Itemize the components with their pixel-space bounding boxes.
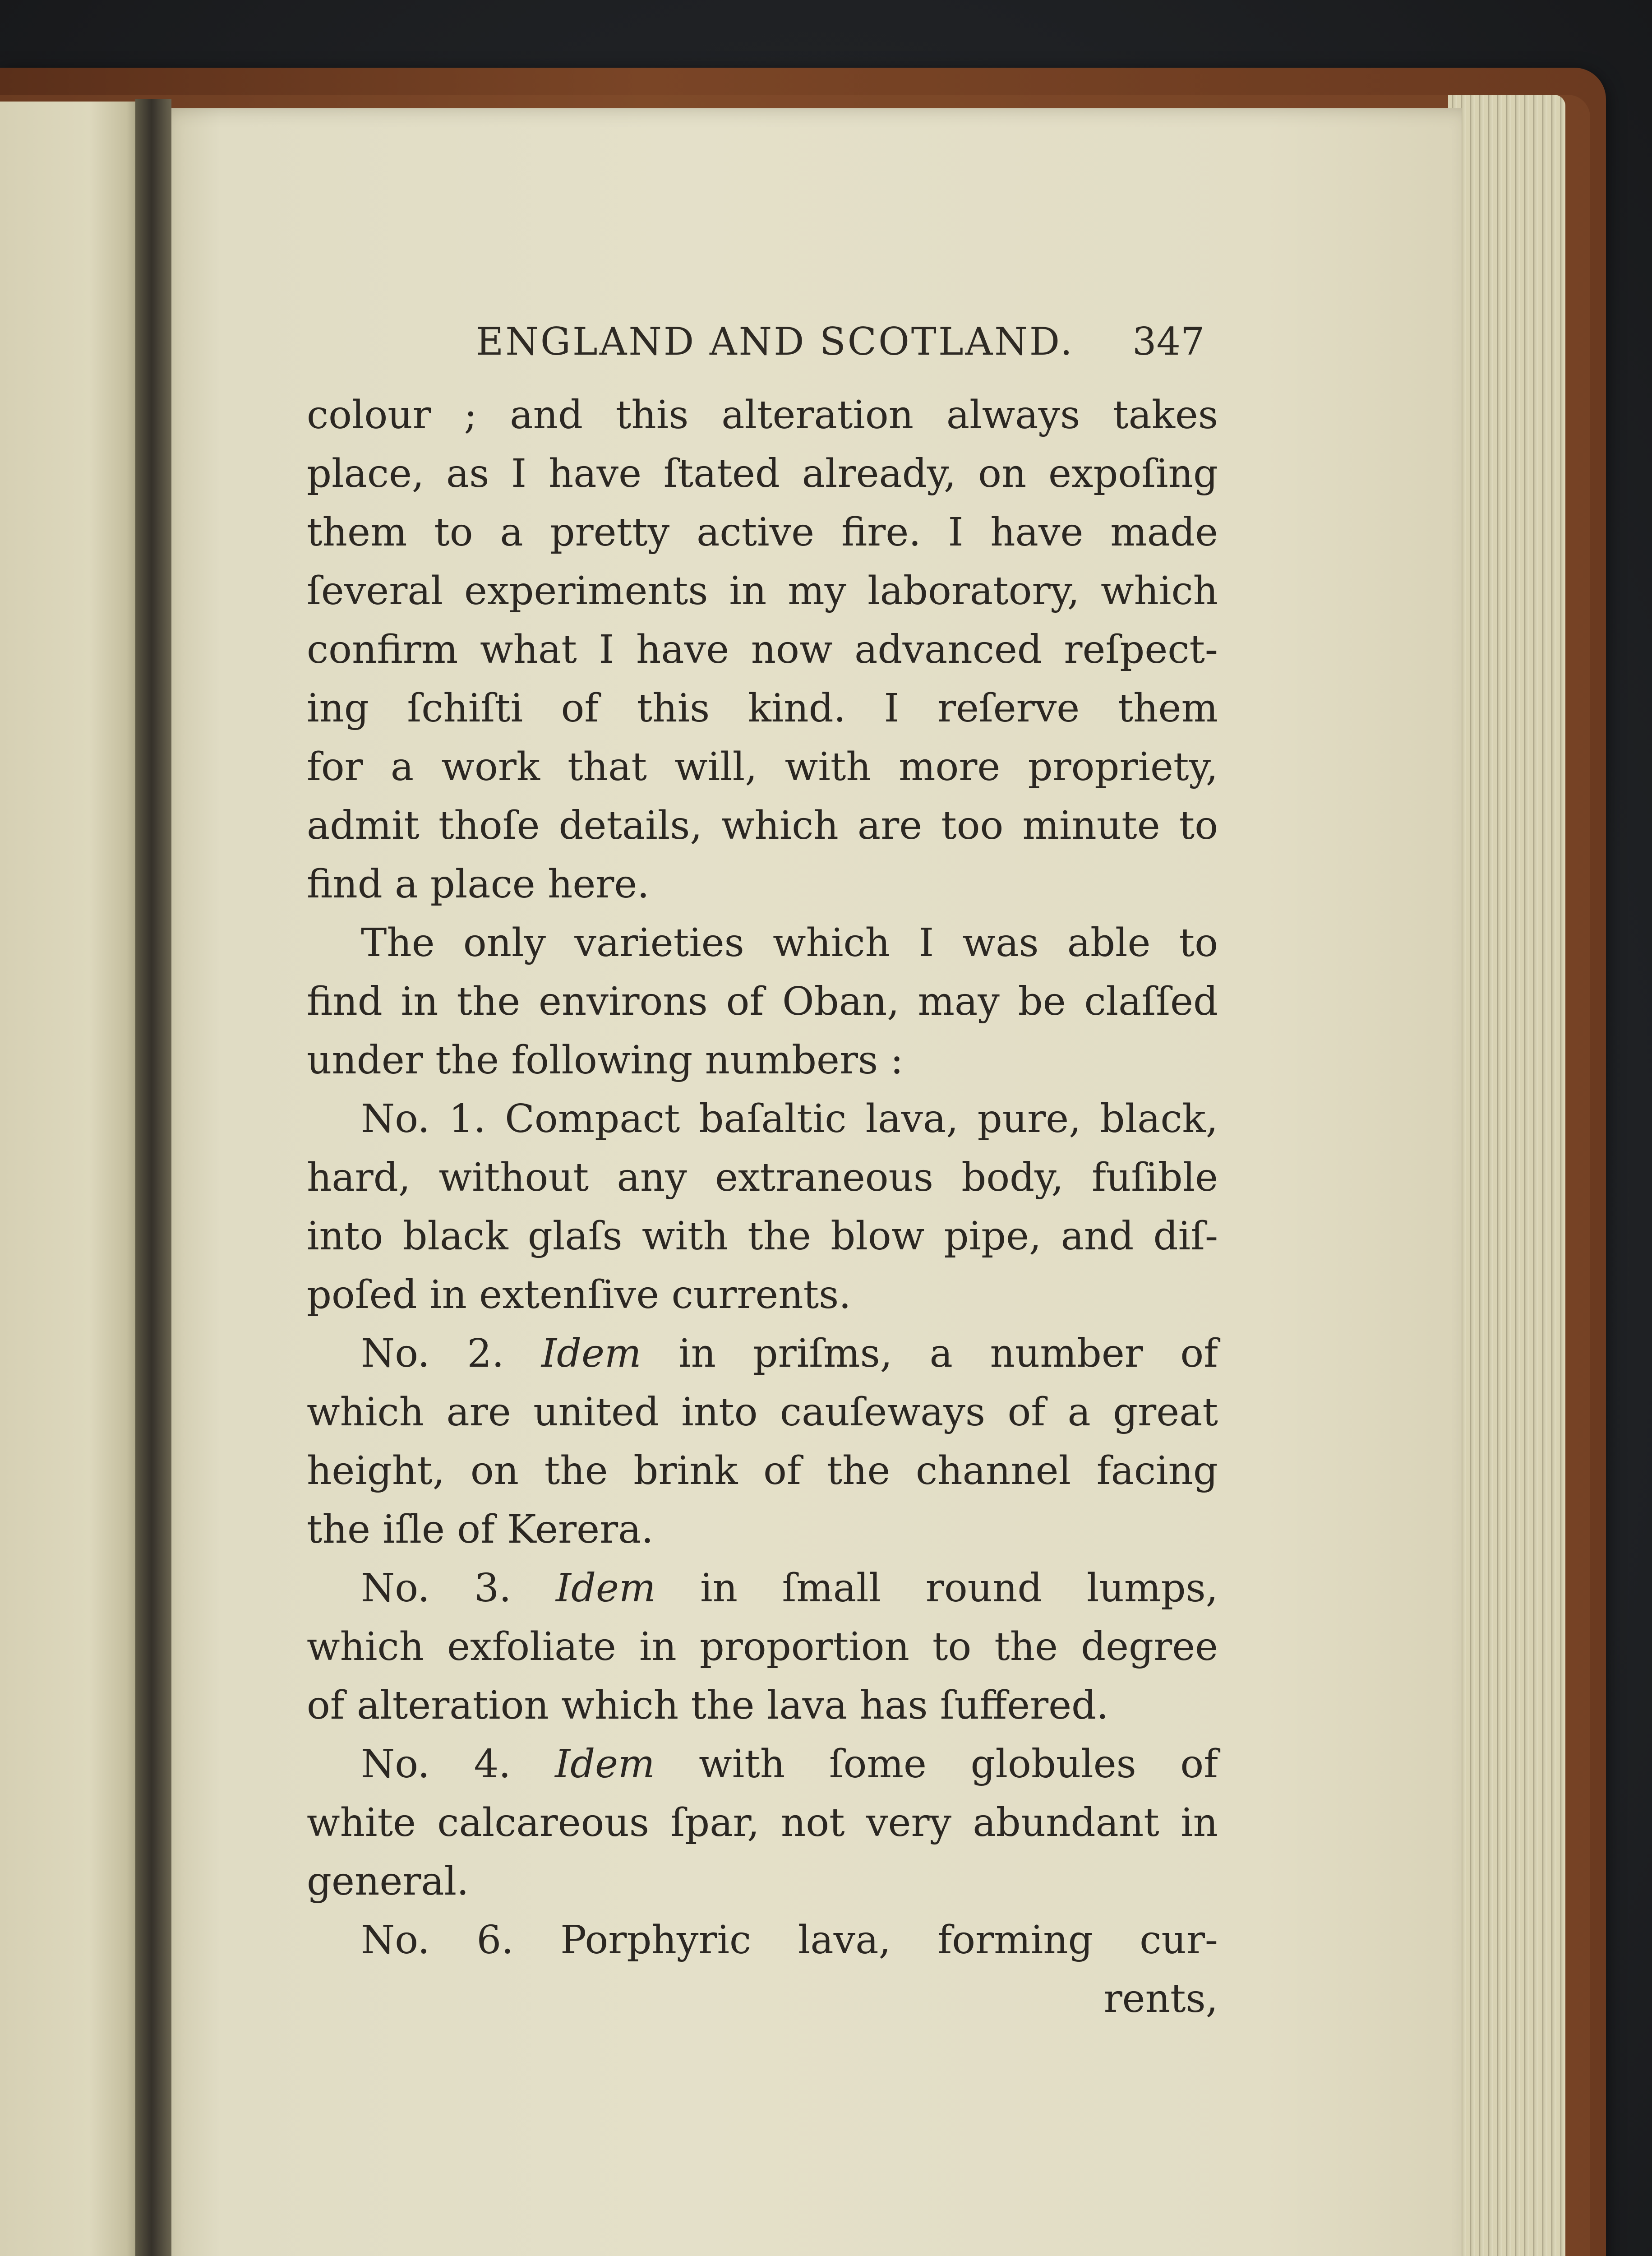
text-line: No. 3. Idem in ſmall round lumps,: [361, 1566, 1218, 1611]
text-line: confirm what I have now advanced reſpect-: [307, 627, 1218, 672]
text-line: poſed in extenſive currents.: [307, 1272, 851, 1318]
book-gutter: [135, 99, 171, 2256]
page-number: 347: [1132, 319, 1205, 364]
text-line: colour ; and this alteration always takes: [307, 393, 1218, 438]
text-line: No. 6. Porphyric lava, forming cur-: [361, 1918, 1218, 1963]
text-line: under the following numbers :: [307, 1038, 904, 1083]
text-line: height, on the brink of the channel facing: [307, 1448, 1218, 1493]
page-edges: [1448, 95, 1565, 2256]
text-line: rents,: [1103, 1976, 1218, 2021]
text-line: No. 1. Compact baſaltic lava, pure, black,: [361, 1096, 1218, 1142]
text-line: place, as I have ſtated already, on expoſing: [307, 451, 1218, 496]
running-head: ENGLAND AND SCOTLAND.: [476, 319, 1074, 364]
text-line: The only varieties which I was able to: [361, 920, 1218, 966]
text-line: into black glaſs with the blow pipe, and diſ-: [307, 1214, 1218, 1259]
text-line: find in the environs of Oban, may be claſſed: [307, 979, 1218, 1024]
text-line: hard, without any extraneous body, fuſible: [307, 1155, 1218, 1200]
text-line: which are united into cauſeways of a great: [307, 1390, 1218, 1435]
text-line: of alteration which the lava has ſuffered.: [307, 1683, 1109, 1728]
text-line: admit thoſe details, which are too minute to: [307, 803, 1218, 848]
text-line: which exfoliate in proportion to the degree: [307, 1624, 1218, 1669]
text-line: ing ſchiſti of this kind. I reſerve them: [307, 686, 1218, 731]
left-page: [0, 102, 149, 2256]
text-line: for a work that will, with more propriety,: [307, 744, 1218, 790]
text-line: find a place here.: [307, 862, 650, 907]
text-line: No. 4. Idem with ſome globules of: [361, 1742, 1218, 1787]
text-line: No. 2. Idem in priſms, a number of: [361, 1331, 1218, 1376]
text-line: general.: [307, 1859, 469, 1904]
page-header: [0, 319, 1652, 369]
text-line: the iſle of Kerera.: [307, 1507, 654, 1552]
text-line: them to a pretty active fire. I have made: [307, 510, 1218, 555]
text-line: white calcareous ſpar, not very abundant in: [307, 1800, 1218, 1845]
text-line: ſeveral experiments in my laboratory, which: [307, 569, 1218, 614]
